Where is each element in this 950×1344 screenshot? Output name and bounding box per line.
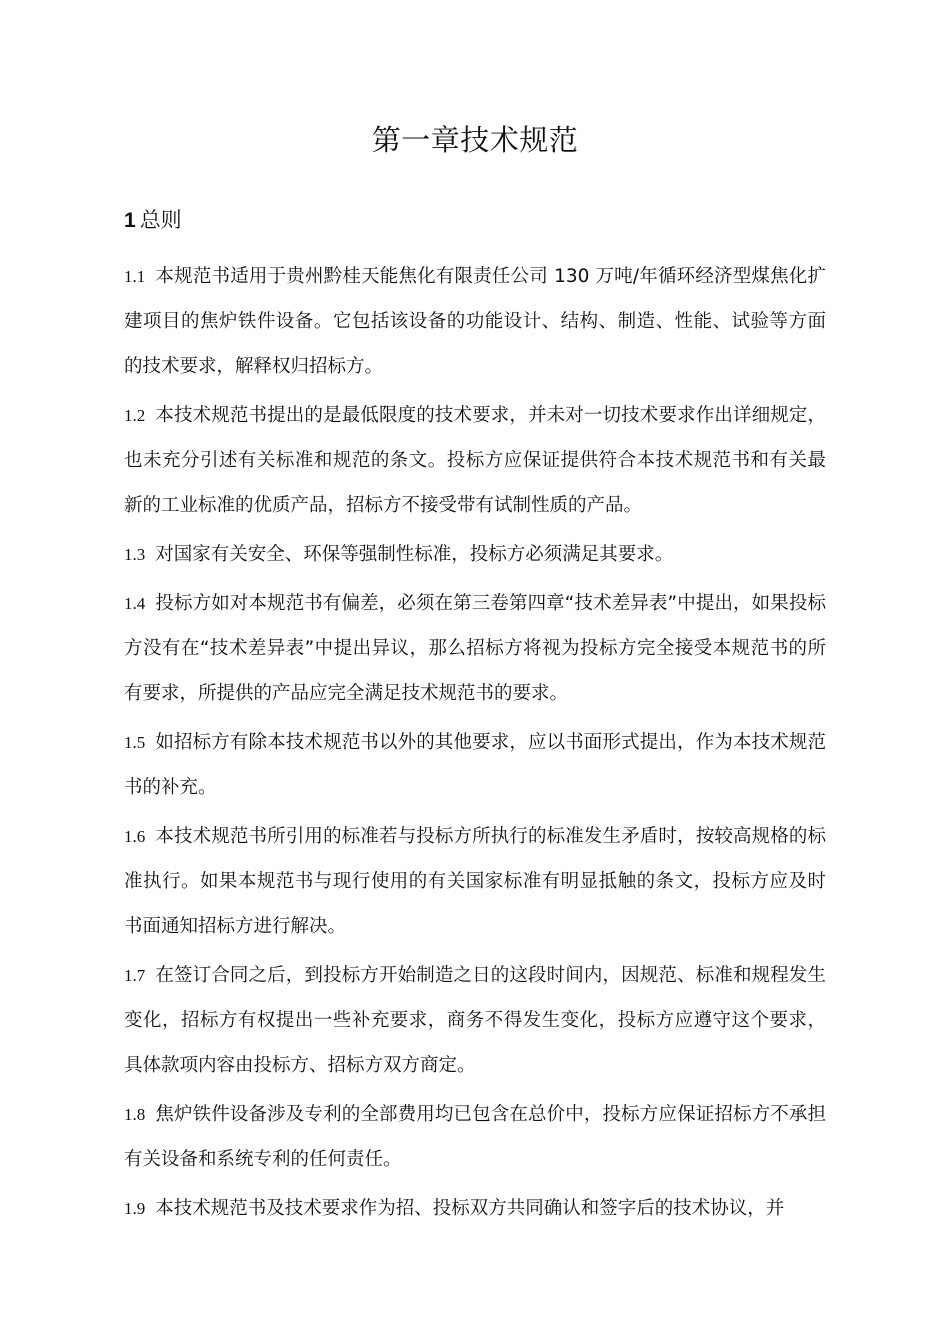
clause-text: 对国家有关安全、环保等强制性标准，投标方必须满足其要求。 xyxy=(155,544,674,565)
clause-text: 本技术规范书及技术要求作为招、投标双方共同确认和签字后的技术协议，并 xyxy=(155,1198,785,1219)
clause-1-5 xyxy=(124,720,826,810)
clause-number: 1.2 xyxy=(124,406,146,425)
clause-number: 1.4 xyxy=(124,594,146,613)
clause-1-3 xyxy=(124,532,826,577)
chapter-title: 第一章技术规范 xyxy=(371,123,579,157)
clause-1-4 xyxy=(124,581,826,716)
section-number: 1 xyxy=(124,209,136,232)
clause-number: 1.3 xyxy=(124,545,146,564)
clause-1-9 xyxy=(124,1186,826,1231)
clause-number: 1.1 xyxy=(124,267,146,286)
clause-1-7 xyxy=(124,953,826,1088)
clause-list xyxy=(124,254,826,1235)
clause-1-6 xyxy=(124,814,826,949)
clause-number: 1.6 xyxy=(124,827,146,846)
clause-text: 在签订合同之后，到投标方开始制造之日的这段时间内，因规范、标准和规程发生变化，招标方有权提出一些补充要求，商务不得发生变化，投标方应遵守这个要求，具体款项内容由投标方、招标方双方商定。 xyxy=(124,965,826,1076)
clause-text: 本技术规范书所引用的标准若与投标方所执行的标准发生矛盾时，按较高规格的标准执行。如果本规范书与现行使用的有关国家标准有明显抵触的条文，投标方应及时书面通知招标方进行解决。 xyxy=(124,826,826,937)
clause-text: 本技术规范书提出的是最低限度的技术要求，并未对一切技术要求作出详细规定，也未充分引述有关标准和规范的条文。投标方应保证提供符合本技术规范书和有关最新的工业标准的优质产品，招标方不接受带有试制性质的产品。 xyxy=(124,405,826,516)
clause-number: 1.7 xyxy=(124,966,146,985)
clause-number: 1.5 xyxy=(124,733,146,752)
clause-1-8 xyxy=(124,1092,826,1182)
clause-text: 焦炉铁件设备涉及专利的全部费用均已包含在总价中，投标方应保证招标方不承担有关设备和系统专利的任何责任。 xyxy=(124,1104,826,1170)
section-title: 总则 xyxy=(139,208,182,232)
section-heading xyxy=(124,204,182,237)
clause-number: 1.9 xyxy=(124,1199,146,1218)
clause-text: 如招标方有除本技术规范书以外的其他要求，应以书面形式提出，作为本技术规范书的补充。 xyxy=(124,732,826,798)
clause-text: 投标方如对本规范书有偏差，必须在第三卷第四章“技术差异表”中提出，如果投标方没有在“技术差异表”中提出异议，那么招标方将视为投标方完全接受本规范书的所有要求，所提供的产品应完全满足技术规范书的要求。 xyxy=(124,593,826,704)
clause-1-2 xyxy=(124,393,826,528)
clause-number: 1.8 xyxy=(124,1105,146,1124)
clause-text: 本规范书适用于贵州黔桂天能焦化有限责任公司 130 万吨/年循环经济型煤焦化扩建项目的焦炉铁件设备。它包括该设备的功能设计、结构、制造、性能、试验等方面的技术要求，解释权归招标方。 xyxy=(124,266,826,377)
clause-1-1 xyxy=(124,254,826,389)
